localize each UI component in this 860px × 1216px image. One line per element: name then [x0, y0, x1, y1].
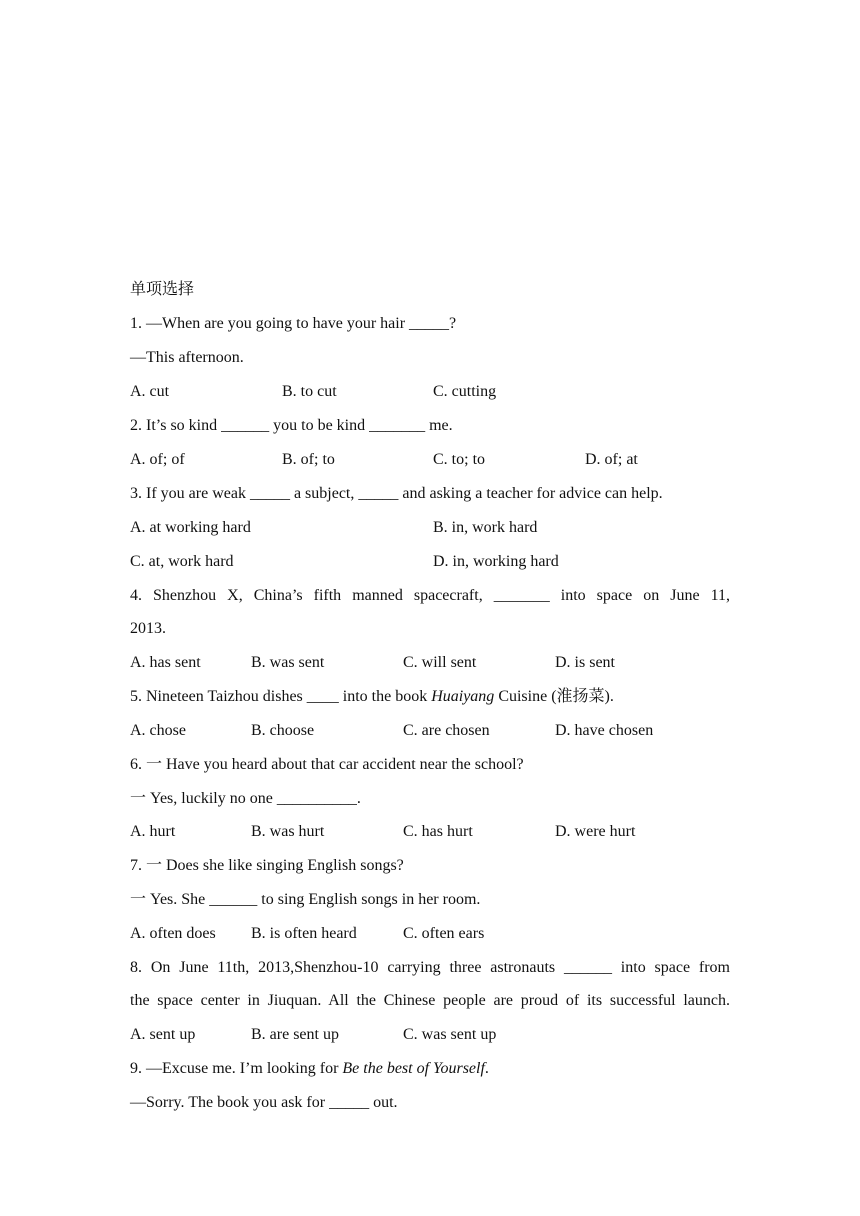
- option-b: B. was sent: [251, 654, 325, 671]
- option-c: C. was sent up: [403, 1026, 497, 1043]
- option-d: D. of; at: [585, 451, 638, 468]
- option-c: C. often ears: [403, 925, 485, 942]
- option-b: B. is often heard: [251, 925, 357, 942]
- option-b: B. choose: [251, 722, 315, 739]
- option-d: D. in, working hard: [433, 553, 559, 570]
- question-5-stem: [130, 687, 730, 707]
- question-6-reply: 一 Yes, luckily no one __________.: [130, 790, 361, 807]
- option-c: C. has hurt: [403, 823, 473, 840]
- option-a: A. has sent: [130, 654, 201, 671]
- question-2-stem: 2. It’s so kind ______ you to be kind _______ me.: [130, 417, 453, 434]
- option-c: C. are chosen: [403, 722, 490, 739]
- option-b: B. are sent up: [251, 1026, 339, 1043]
- option-a: A. hurt: [130, 823, 176, 840]
- option-a: A. cut: [130, 383, 170, 400]
- question-8-stem-line2: the space center in Jiuquan. All the Chinese people are proud of its successful launch.: [130, 992, 730, 1009]
- option-c: C. cutting: [433, 383, 497, 400]
- option-c: C. will sent: [403, 654, 477, 671]
- option-d: D. have chosen: [555, 722, 654, 739]
- question-1-stem: 1. —When are you going to have your hair _____?: [130, 315, 457, 332]
- option-b: B. was hurt: [251, 823, 325, 840]
- question-5-stem-italic: Huaiyang: [431, 688, 495, 705]
- question-9-stem-after: .: [484, 1060, 489, 1077]
- question-5-stem-before: 5. Nineteen Taizhou dishes ____ into the book: [130, 688, 432, 705]
- option-b: B. of; to: [282, 451, 335, 468]
- question-8-stem-line1: 8. On June 11th, 2013,Shenzhou-10 carrying three astronauts ______ into space from: [130, 959, 730, 976]
- option-c: C. to; to: [433, 451, 486, 468]
- option-a: A. often does: [130, 925, 216, 942]
- question-9-stem-before: 9. —Excuse me. I’m looking for: [130, 1060, 343, 1077]
- section-title: 单项选择: [130, 281, 195, 298]
- question-4-stem-line1: 4. Shenzhou X, China’s fifth manned spacecraft, _______ into space on June 11,: [130, 587, 730, 604]
- question-7-reply: 一 Yes. She ______ to sing English songs in her room.: [130, 891, 481, 908]
- option-a: A. chose: [130, 722, 186, 739]
- question-9-stem-italic: Be the best of Yourself: [342, 1060, 485, 1077]
- option-a: A. at working hard: [130, 519, 251, 536]
- question-9-stem: [130, 1059, 730, 1079]
- option-b: B. in, work hard: [433, 519, 538, 536]
- option-d: D. were hurt: [555, 823, 636, 840]
- option-a: A. of; of: [130, 451, 185, 468]
- question-7-stem: 7. 一 Does she like singing English songs?: [130, 857, 404, 874]
- question-9-reply: —Sorry. The book you ask for _____ out.: [130, 1094, 398, 1111]
- option-a: A. sent up: [130, 1026, 196, 1043]
- option-c: C. at, work hard: [130, 553, 234, 570]
- option-b: B. to cut: [282, 383, 337, 400]
- question-4-stem-line2: 2013.: [130, 620, 166, 637]
- question-3-stem: 3. If you are weak _____ a subject, _____ and asking a teacher for advice can help.: [130, 485, 663, 502]
- question-5-stem-after: Cuisine (淮扬菜).: [494, 688, 614, 705]
- question-1-reply: —This afternoon.: [130, 349, 244, 366]
- option-d: D. is sent: [555, 654, 615, 671]
- question-6-stem: 6. 一 Have you heard about that car accident near the school?: [130, 756, 524, 773]
